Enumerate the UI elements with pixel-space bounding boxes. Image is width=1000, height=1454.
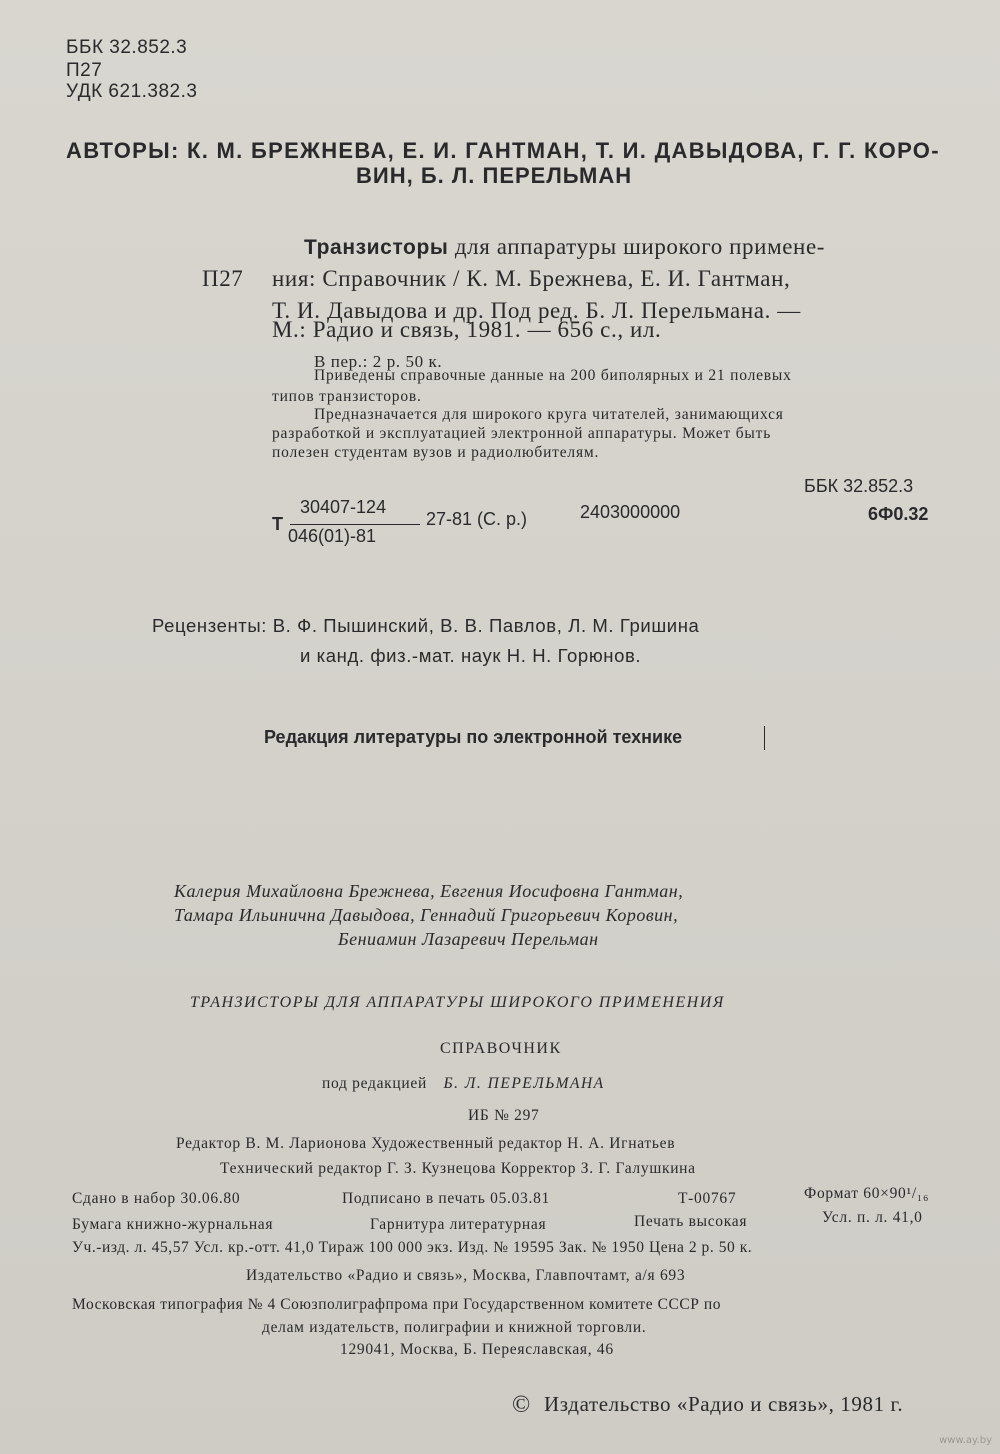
record-price: В пер.: 2 р. 50 к. — [314, 352, 443, 371]
annotation-line-1: Приведены справочные данные на 200 биполярных и 21 полевых — [314, 367, 792, 384]
copyright-icon: © — [512, 1392, 531, 1418]
full-names-line-2: Тамара Ильинична Давыдова, Геннадий Григорьевич Коровин, — [174, 905, 679, 925]
record-index: П27 — [202, 266, 244, 291]
authors-line-1: АВТОРЫ: К. М. БРЕЖНЕВА, Е. И. ГАНТМАН, Т. И. ДАВЫДОВА, Г. Г. КОРО- — [66, 138, 940, 163]
imprint-printer-1: Московская типография № 4 Союзполиграфпрома при Государственном комитете СССР по — [72, 1296, 722, 1313]
index-bbk: ББК 32.852.3 — [804, 476, 914, 496]
imprint-printer-2: делам издательств, полиграфии и книжной торговли. — [262, 1319, 647, 1336]
index-denominator: 046(01)-81 — [288, 526, 377, 546]
imprint-publisher: Издательство «Радио и связь», Москва, Главпочтамт, а/я 693 — [246, 1267, 686, 1284]
imprint-print-type: Печать высокая — [634, 1213, 748, 1230]
fraction-bar — [290, 524, 420, 525]
imprint-paper: Бумага книжно-журнальная — [72, 1216, 274, 1233]
imprint-typeface: Гарнитура литературная — [370, 1216, 547, 1233]
imprint-t-number: Т-00767 — [678, 1190, 737, 1207]
imprint-editor-name: Б. Л. ПЕРЕЛЬМАНА — [443, 1075, 605, 1092]
catalog-index: П27 — [66, 60, 103, 81]
annotation-line-5: полезен студентам вузов и радиолюбителям. — [272, 444, 600, 461]
imprint-format: Формат 60×90¹/₁₆ — [804, 1185, 930, 1202]
imprint-subtitle: СПРАВОЧНИК — [440, 1040, 562, 1057]
record-line-3: Т. И. Давыдова и др. Под ред. Б. Л. Перельмана. — — [272, 298, 801, 323]
watermark: www.ay.by — [939, 1435, 992, 1446]
udk-code: УДК 621.382.3 — [66, 81, 198, 102]
imprint-editor — [322, 1076, 605, 1092]
imprint-typeset-date: Сдано в набор 30.06.80 — [72, 1190, 241, 1207]
reviewers-line-1: Рецензенты: В. Ф. Пышинский, В. В. Павлов, Л. М. Гришина — [152, 615, 700, 636]
imprint-ib: ИБ № 297 — [468, 1107, 540, 1124]
authors-line-2: ВИН, Б. Л. ПЕРЕЛЬМАН — [356, 163, 633, 188]
record-title-word: Транзисторы — [304, 236, 449, 259]
index-class: 6Ф0.32 — [868, 504, 929, 524]
annotation-line-3: Предназначается для широкого круга читателей, занимающихся — [314, 406, 784, 423]
annotation-line-4: разработкой и эксплуатацией электронной аппаратуры. Может быть — [272, 425, 772, 442]
record-line-2: ния: Справочник / К. М. Брежнева, Е. И. Гантман, — [272, 266, 791, 291]
annotation-line-2: типов транзисторов. — [272, 388, 422, 405]
record-line-1 — [304, 235, 825, 258]
index-code: 2403000000 — [580, 502, 681, 522]
imprint-run-details: Уч.-изд. л. 45,57 Усл. кр.-отт. 41,0 Тираж 100 000 экз. Изд. № 19595 Зак. № 1950 Цена 2 р. 50 к. — [72, 1239, 753, 1256]
bbk-code: ББК 32.852.3 — [66, 37, 188, 58]
text-marker — [764, 726, 765, 750]
full-names-line-1: Калерия Михайловна Брежнева, Евгения Иосифовна Гантман, — [174, 881, 684, 901]
record-title-rest: для аппаратуры широкого примене- — [454, 234, 826, 259]
reviewers-line-2: и канд. физ.-мат. наук Н. Н. Горюнов. — [300, 645, 642, 666]
index-suffix: 27-81 (С. р.) — [426, 509, 528, 529]
imprint-editor-prefix: под редакцией — [322, 1075, 427, 1092]
imprint-sheets: Усл. п. л. 41,0 — [822, 1209, 923, 1226]
edition-line: Редакция литературы по электронной технике — [264, 727, 683, 747]
imprint-title: ТРАНЗИСТОРЫ ДЛЯ АППАРАТУРЫ ШИРОКОГО ПРИМЕНЕНИЯ — [190, 994, 725, 1011]
imprint-staff-2: Технический редактор Г. З. Кузнецова Корректор З. Г. Галушкина — [220, 1160, 696, 1177]
index-t-letter: Т — [272, 514, 283, 534]
record-line-4: М.: Радио и связь, 1981. — 656 с., ил. — [272, 317, 662, 342]
imprint-print-date: Подписано в печать 05.03.81 — [342, 1190, 550, 1207]
imprint-staff-1: Редактор В. М. Ларионова Художественный редактор Н. А. Игнатьев — [176, 1135, 676, 1152]
imprint-printer-3: 129041, Москва, Б. Переяславская, 46 — [340, 1341, 614, 1358]
full-names-line-3: Бениамин Лазаревич Перельман — [338, 929, 599, 949]
copyright-text: Издательство «Радио и связь», 1981 г. — [544, 1392, 904, 1416]
index-numerator: 30407-124 — [300, 497, 387, 517]
